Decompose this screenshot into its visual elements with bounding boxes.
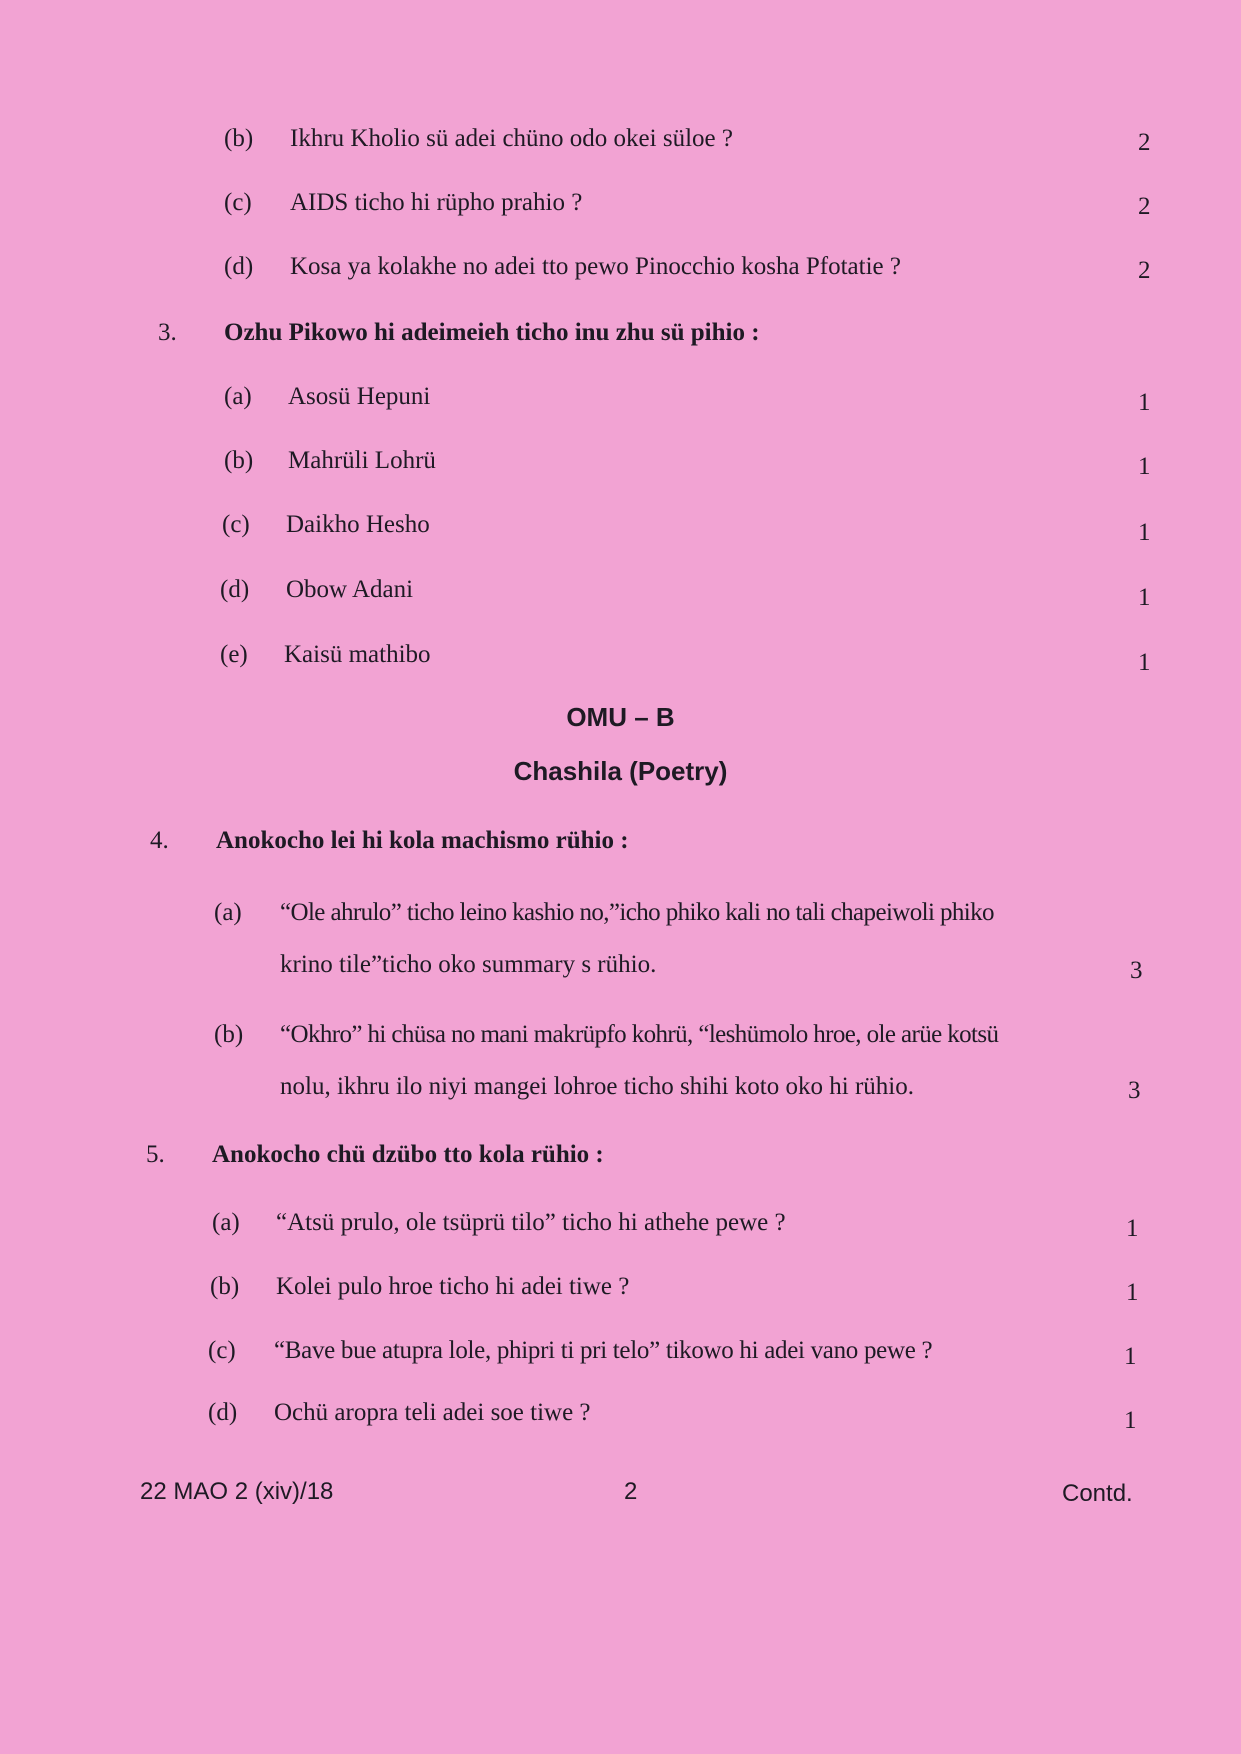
item-mark: 3: [1128, 1077, 1141, 1104]
item-text: “Bave bue atupra lole, phipri ti pri telo” tikowo hi adei vano pewe ?: [274, 1337, 933, 1364]
question-number: 3.: [158, 319, 177, 346]
item-mark: 2: [1138, 257, 1151, 284]
item-mark: 1: [1138, 519, 1151, 546]
item-text: Ikhru Kholio sü adei chüno odo okei süloe ?: [290, 125, 733, 152]
item-text: Asosü Hepuni: [288, 383, 431, 410]
item-mark: 1: [1138, 389, 1151, 416]
section-subtitle: Chashila (Poetry): [513, 756, 728, 786]
item-label: (a): [214, 899, 242, 926]
contd-label: Contd.: [1062, 1480, 1133, 1507]
item-label: (d): [220, 576, 250, 603]
item-text: Daikho Hesho: [286, 511, 430, 538]
question-number: 4.: [150, 827, 169, 854]
item-text: Mahrüli Lohrü: [288, 447, 436, 474]
item-mark: 1: [1124, 1343, 1137, 1370]
item-label: (e): [220, 641, 248, 668]
item-label: (c): [208, 1337, 236, 1364]
item-text: Kolei pulo hroe ticho hi adei tiwe ?: [276, 1273, 630, 1300]
item-text-line1: “Ole ahrulo” ticho leino kashio no,”icho phiko kali no tali chapeiwoli phiko: [280, 899, 994, 926]
item-mark: 1: [1138, 649, 1151, 676]
item-label: (a): [224, 383, 252, 410]
item-label: (c): [222, 511, 250, 538]
item-mark: 1: [1126, 1279, 1139, 1306]
question-heading: Anokocho chü dzübo tto kola rühio :: [212, 1141, 604, 1168]
item-label: (c): [224, 189, 252, 216]
item-mark: 1: [1126, 1215, 1139, 1242]
item-mark: 1: [1124, 1407, 1137, 1434]
item-text-line2: nolu, ikhru ilo niyi mangei lohroe ticho shihi koto oko hi rühio.: [280, 1073, 914, 1100]
item-label: (a): [212, 1209, 240, 1236]
item-label: (b): [224, 447, 254, 474]
question-number: 5.: [146, 1141, 165, 1168]
item-text: Kosa ya kolakhe no adei tto pewo Pinocchio kosha Pfotatie ?: [290, 253, 901, 280]
item-mark: 3: [1130, 957, 1143, 984]
item-mark: 2: [1138, 129, 1151, 156]
item-text-line1: “Okhro” hi chüsa no mani makrüpfo kohrü, “leshümolo hroe, ole arüe kotsü: [280, 1021, 999, 1048]
item-text: “Atsü prulo, ole tsüprü tilo” ticho hi athehe pewe ?: [276, 1209, 786, 1236]
page-number: 2: [624, 1478, 638, 1505]
item-text: Ochü aropra teli adei soe tiwe ?: [274, 1399, 591, 1426]
item-label: (d): [224, 253, 254, 280]
item-text: AIDS ticho hi rüpho prahio ?: [290, 189, 583, 216]
item-mark: 1: [1138, 584, 1151, 611]
item-label: (d): [208, 1399, 238, 1426]
item-mark: 2: [1138, 193, 1151, 220]
item-label: (b): [224, 125, 254, 152]
item-label: (b): [214, 1021, 244, 1048]
section-title: OMU – B: [566, 702, 675, 732]
item-text-line2: krino tile”ticho oko summary s rühio.: [280, 951, 657, 978]
question-heading: Ozhu Pikowo hi adeimeieh ticho inu zhu sü pihio :: [224, 319, 760, 346]
item-text: Obow Adani: [286, 576, 414, 603]
item-mark: 1: [1138, 453, 1151, 480]
paper-code: 22 MAO 2 (xiv)/18: [140, 1478, 334, 1505]
item-text: Kaisü mathibo: [284, 641, 431, 668]
question-heading: Anokocho lei hi kola machismo rühio :: [216, 827, 629, 854]
item-label: (b): [210, 1273, 240, 1300]
